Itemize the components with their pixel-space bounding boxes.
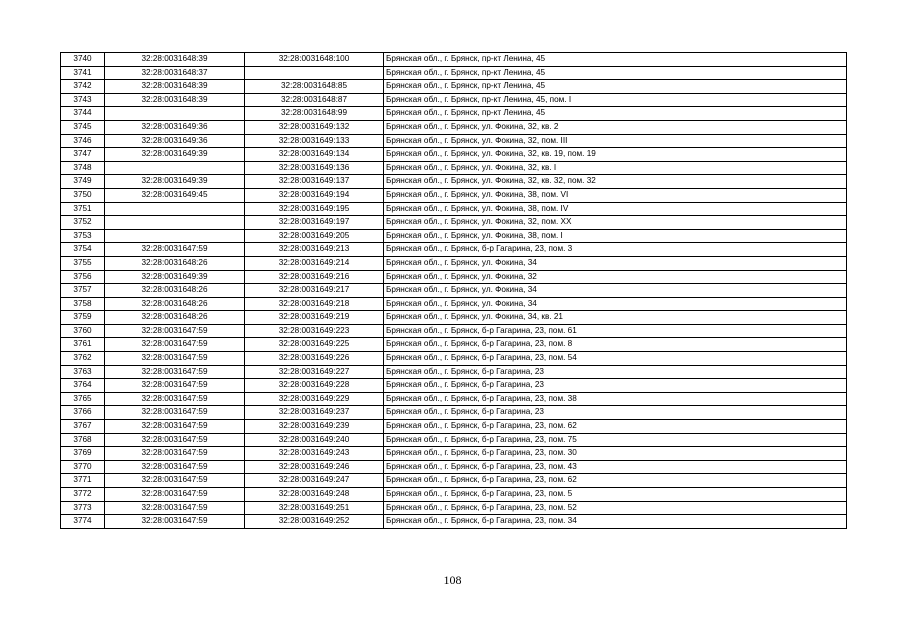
cadastral-number-cell: 32:28:0031649:246 [245,460,384,474]
parent-cadastral-number-cell: 32:28:0031648:37 [105,66,245,80]
table-row [61,284,847,298]
cadastral-number-cell: 32:28:0031649:217 [245,284,384,298]
row-number-cell: 3771 [61,474,105,488]
parent-cadastral-number-cell: 32:28:0031647:59 [105,515,245,529]
table-row [61,202,847,216]
cadastral-number-cell: 32:28:0031649:133 [245,134,384,148]
address-cell: Брянская обл., г. Брянск, б-р Гагарина, 23, пом. 8 [384,338,847,352]
parent-cadastral-number-cell [105,216,245,230]
address-cell: Брянская обл., г. Брянск, б-р Гагарина, 23, пом. 43 [384,460,847,474]
row-number-cell: 3755 [61,256,105,270]
cadastral-number-cell: 32:28:0031649:243 [245,447,384,461]
row-number-cell: 3745 [61,120,105,134]
parent-cadastral-number-cell: 32:28:0031649:39 [105,175,245,189]
registry-table-body [61,53,847,529]
address-cell: Брянская обл., г. Брянск, б-р Гагарина, 23, пом. 38 [384,392,847,406]
row-number-cell: 3762 [61,352,105,366]
table-row [61,392,847,406]
address-cell: Брянская обл., г. Брянск, пр-кт Ленина, 45 [384,66,847,80]
row-number-cell: 3742 [61,80,105,94]
parent-cadastral-number-cell [105,161,245,175]
address-cell: Брянская обл., г. Брянск, б-р Гагарина, 23 [384,406,847,420]
address-cell: Брянская обл., г. Брянск, пр-кт Ленина, 45 [384,53,847,67]
parent-cadastral-number-cell: 32:28:0031647:59 [105,243,245,257]
row-number-cell: 3743 [61,93,105,107]
parent-cadastral-number-cell: 32:28:0031647:59 [105,433,245,447]
parent-cadastral-number-cell: 32:28:0031647:59 [105,460,245,474]
table-row [61,311,847,325]
parent-cadastral-number-cell: 32:28:0031647:59 [105,406,245,420]
address-cell: Брянская обл., г. Брянск, б-р Гагарина, 23 [384,379,847,393]
address-cell: Брянская обл., г. Брянск, ул. Фокина, 32, кв. 32, пом. 32 [384,175,847,189]
table-row [61,175,847,189]
table-row [61,515,847,529]
address-cell: Брянская обл., г. Брянск, б-р Гагарина, 23, пом. 5 [384,488,847,502]
table-row [61,66,847,80]
address-cell: Брянская обл., г. Брянск, пр-кт Ленина, 45 [384,80,847,94]
page-number: 108 [443,573,462,587]
cadastral-number-cell: 32:28:0031649:218 [245,297,384,311]
address-cell: Брянская обл., г. Брянск, ул. Фокина, 34 [384,256,847,270]
row-number-cell: 3753 [61,229,105,243]
address-cell: Брянская обл., г. Брянск, ул. Фокина, 38, пом. IV [384,202,847,216]
cadastral-number-cell: 32:28:0031649:248 [245,488,384,502]
address-cell: Брянская обл., г. Брянск, ул. Фокина, 32, кв. 19, пом. 19 [384,148,847,162]
cadastral-number-cell: 32:28:0031649:195 [245,202,384,216]
cadastral-number-cell: 32:28:0031649:194 [245,188,384,202]
parent-cadastral-number-cell [105,202,245,216]
address-cell: Брянская обл., г. Брянск, ул. Фокина, 32, пом. III [384,134,847,148]
address-cell: Брянская обл., г. Брянск, б-р Гагарина, 23, пом. 54 [384,352,847,366]
cadastral-number-cell: 32:28:0031649:240 [245,433,384,447]
cadastral-number-cell: 32:28:0031648:100 [245,53,384,67]
address-cell: Брянская обл., г. Брянск, б-р Гагарина, 23, пом. 61 [384,324,847,338]
address-cell: Брянская обл., г. Брянск, пр-кт Ленина, 45, пом. I [384,93,847,107]
address-cell: Брянская обл., г. Брянск, ул. Фокина, 38, пом. VI [384,188,847,202]
table-row [61,297,847,311]
cadastral-number-cell: 32:28:0031648:99 [245,107,384,121]
address-cell: Брянская обл., г. Брянск, ул. Фокина, 34 [384,284,847,298]
cadastral-number-cell: 32:28:0031649:223 [245,324,384,338]
row-number-cell: 3748 [61,161,105,175]
parent-cadastral-number-cell: 32:28:0031649:36 [105,134,245,148]
address-cell: Брянская обл., г. Брянск, б-р Гагарина, 23, пом. 75 [384,433,847,447]
table-row [61,229,847,243]
row-number-cell: 3757 [61,284,105,298]
row-number-cell: 3768 [61,433,105,447]
table-row [61,420,847,434]
cadastral-number-cell: 32:28:0031649:225 [245,338,384,352]
cadastral-number-cell: 32:28:0031649:239 [245,420,384,434]
row-number-cell: 3761 [61,338,105,352]
address-cell: Брянская обл., г. Брянск, ул. Фокина, 34, кв. 21 [384,311,847,325]
table-row [61,447,847,461]
parent-cadastral-number-cell: 32:28:0031647:59 [105,447,245,461]
parent-cadastral-number-cell: 32:28:0031648:26 [105,311,245,325]
row-number-cell: 3764 [61,379,105,393]
cadastral-number-cell: 32:28:0031649:132 [245,120,384,134]
parent-cadastral-number-cell: 32:28:0031649:45 [105,188,245,202]
cadastral-number-cell: 32:28:0031649:226 [245,352,384,366]
cadastral-number-cell: 32:28:0031648:87 [245,93,384,107]
parent-cadastral-number-cell: 32:28:0031647:59 [105,324,245,338]
cadastral-number-cell: 32:28:0031649:247 [245,474,384,488]
address-cell: Брянская обл., г. Брянск, б-р Гагарина, 23, пом. 52 [384,501,847,515]
parent-cadastral-number-cell: 32:28:0031647:59 [105,379,245,393]
row-number-cell: 3746 [61,134,105,148]
cadastral-number-cell: 32:28:0031649:251 [245,501,384,515]
row-number-cell: 3752 [61,216,105,230]
table-row [61,148,847,162]
address-cell: Брянская обл., г. Брянск, б-р Гагарина, 23, пом. 34 [384,515,847,529]
address-cell: Брянская обл., г. Брянск, ул. Фокина, 38, пом. I [384,229,847,243]
address-cell: Брянская обл., г. Брянск, пр-кт Ленина, 45 [384,107,847,121]
row-number-cell: 3747 [61,148,105,162]
row-number-cell: 3760 [61,324,105,338]
table-row [61,93,847,107]
parent-cadastral-number-cell: 32:28:0031648:39 [105,53,245,67]
row-number-cell: 3770 [61,460,105,474]
table-row [61,188,847,202]
cadastral-number-cell: 32:28:0031649:214 [245,256,384,270]
cadastral-number-cell: 32:28:0031649:213 [245,243,384,257]
parent-cadastral-number-cell: 32:28:0031647:59 [105,420,245,434]
address-cell: Брянская обл., г. Брянск, ул. Фокина, 32, кв. I [384,161,847,175]
table-row [61,216,847,230]
parent-cadastral-number-cell: 32:28:0031648:26 [105,297,245,311]
cadastral-number-cell: 32:28:0031649:216 [245,270,384,284]
table-row [61,120,847,134]
table-row [61,256,847,270]
cadastral-number-cell: 32:28:0031649:227 [245,365,384,379]
parent-cadastral-number-cell: 32:28:0031647:59 [105,474,245,488]
row-number-cell: 3741 [61,66,105,80]
address-cell: Брянская обл., г. Брянск, ул. Фокина, 32 [384,270,847,284]
cadastral-number-cell: 32:28:0031649:252 [245,515,384,529]
cadastral-number-cell: 32:28:0031649:136 [245,161,384,175]
parent-cadastral-number-cell: 32:28:0031647:59 [105,338,245,352]
row-number-cell: 3754 [61,243,105,257]
table-row [61,433,847,447]
table-row [61,460,847,474]
row-number-cell: 3759 [61,311,105,325]
table-row [61,324,847,338]
table-row [61,80,847,94]
row-number-cell: 3756 [61,270,105,284]
row-number-cell: 3749 [61,175,105,189]
parent-cadastral-number-cell [105,229,245,243]
cadastral-number-cell: 32:28:0031649:237 [245,406,384,420]
parent-cadastral-number-cell: 32:28:0031648:39 [105,93,245,107]
table-row [61,243,847,257]
cadastral-number-cell: 32:28:0031649:229 [245,392,384,406]
row-number-cell: 3774 [61,515,105,529]
parent-cadastral-number-cell [105,107,245,121]
row-number-cell: 3758 [61,297,105,311]
cadastral-number-cell: 32:28:0031649:134 [245,148,384,162]
table-row [61,107,847,121]
parent-cadastral-number-cell: 32:28:0031647:59 [105,365,245,379]
row-number-cell: 3773 [61,501,105,515]
parent-cadastral-number-cell: 32:28:0031649:36 [105,120,245,134]
parent-cadastral-number-cell: 32:28:0031649:39 [105,148,245,162]
cadastral-number-cell: 32:28:0031649:228 [245,379,384,393]
parent-cadastral-number-cell: 32:28:0031649:39 [105,270,245,284]
address-cell: Брянская обл., г. Брянск, б-р Гагарина, 23, пом. 3 [384,243,847,257]
parent-cadastral-number-cell: 32:28:0031648:26 [105,256,245,270]
address-cell: Брянская обл., г. Брянск, б-р Гагарина, 23, пом. 62 [384,420,847,434]
cadastral-number-cell: 32:28:0031649:197 [245,216,384,230]
row-number-cell: 3744 [61,107,105,121]
table-row [61,501,847,515]
row-number-cell: 3765 [61,392,105,406]
address-cell: Брянская обл., г. Брянск, б-р Гагарина, 23, пом. 30 [384,447,847,461]
address-cell: Брянская обл., г. Брянск, ул. Фокина, 32, пом. XX [384,216,847,230]
parent-cadastral-number-cell: 32:28:0031647:59 [105,501,245,515]
cadastral-number-cell [245,66,384,80]
parent-cadastral-number-cell: 32:28:0031647:59 [105,352,245,366]
table-row [61,270,847,284]
registry-table [60,52,847,529]
table-row [61,161,847,175]
address-cell: Брянская обл., г. Брянск, ул. Фокина, 32, кв. 2 [384,120,847,134]
parent-cadastral-number-cell: 32:28:0031647:59 [105,392,245,406]
row-number-cell: 3740 [61,53,105,67]
address-cell: Брянская обл., г. Брянск, ул. Фокина, 34 [384,297,847,311]
row-number-cell: 3767 [61,420,105,434]
table-row [61,53,847,67]
table-row [61,352,847,366]
cadastral-number-cell: 32:28:0031649:137 [245,175,384,189]
table-row [61,379,847,393]
row-number-cell: 3769 [61,447,105,461]
cadastral-number-cell: 32:28:0031648:85 [245,80,384,94]
row-number-cell: 3772 [61,488,105,502]
table-row [61,365,847,379]
row-number-cell: 3763 [61,365,105,379]
parent-cadastral-number-cell: 32:28:0031648:26 [105,284,245,298]
address-cell: Брянская обл., г. Брянск, б-р Гагарина, 23 [384,365,847,379]
address-cell: Брянская обл., г. Брянск, б-р Гагарина, 23, пом. 62 [384,474,847,488]
row-number-cell: 3766 [61,406,105,420]
table-row [61,474,847,488]
cadastral-number-cell: 32:28:0031649:205 [245,229,384,243]
row-number-cell: 3750 [61,188,105,202]
table-row [61,488,847,502]
parent-cadastral-number-cell: 32:28:0031647:59 [105,488,245,502]
table-row [61,338,847,352]
parent-cadastral-number-cell: 32:28:0031648:39 [105,80,245,94]
table-row [61,134,847,148]
table-row [61,406,847,420]
cadastral-number-cell: 32:28:0031649:219 [245,311,384,325]
row-number-cell: 3751 [61,202,105,216]
